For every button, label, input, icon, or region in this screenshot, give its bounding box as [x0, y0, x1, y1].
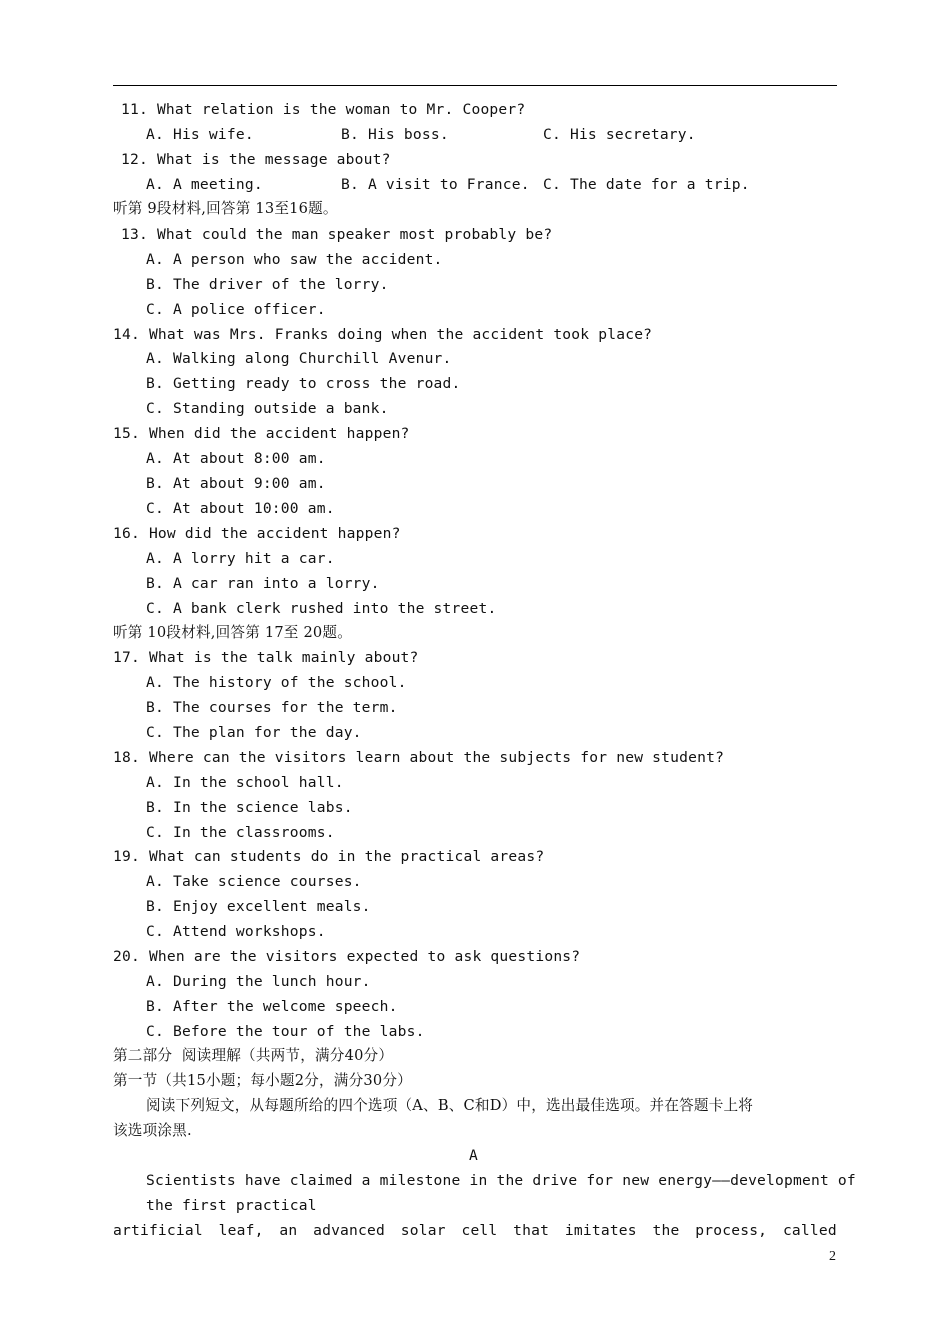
passage-word: solar: [400, 1222, 446, 1239]
question-12-stem: 12. What is the message about?: [121, 151, 391, 168]
question-18-option-b: B. In the science labs.: [146, 799, 353, 816]
question-16-stem: 16. How did the accident happen?: [113, 525, 401, 542]
passage-word: cell: [461, 1222, 498, 1239]
question-13-option-c: C. A police officer.: [146, 301, 326, 318]
question-14-option-c: C. Standing outside a bank.: [146, 400, 389, 417]
question-20-option-b: B. After the welcome speech.: [146, 998, 398, 1015]
passage-word: imitates: [564, 1222, 637, 1239]
question-11-option-b: B. His boss.: [341, 126, 449, 143]
passage-word: called: [782, 1222, 837, 1239]
question-19-option-c: C. Attend workshops.: [146, 923, 326, 940]
question-15-option-b: B. At about 9:00 am.: [146, 475, 326, 492]
question-17-option-a: A. The history of the school.: [146, 674, 407, 691]
question-19-option-a: A. Take science courses.: [146, 873, 362, 890]
passage-line-3: [113, 1222, 837, 1240]
question-20-stem: 20. When are the visitors expected to ask questions?: [113, 948, 581, 965]
question-12-option-a: A. A meeting.: [146, 176, 263, 193]
question-16-option-a: A. A lorry hit a car.: [146, 550, 335, 567]
question-13-option-b: B. The driver of the lorry.: [146, 276, 389, 293]
question-14-stem: 14. What was Mrs. Franks doing when the accident took place?: [113, 326, 653, 343]
question-13-stem: 13. What could the man speaker most probably be?: [121, 226, 553, 243]
question-14-option-b: B. Getting ready to cross the road.: [146, 375, 461, 392]
passage-word: that: [513, 1222, 550, 1239]
question-15-option-a: A. At about 8:00 am.: [146, 450, 326, 467]
passage-line-2: the first practical: [146, 1197, 317, 1214]
passage-word: artificial: [113, 1222, 203, 1239]
question-14-option-a: A. Walking along Churchill Avenur.: [146, 350, 452, 367]
question-12-option-b: B. A visit to France.: [341, 176, 530, 193]
question-17-stem: 17. What is the talk mainly about?: [113, 649, 419, 666]
section-9-instruction: 听第 9段材料,回答第 13至16题。: [113, 200, 338, 217]
page-number: 2: [829, 1249, 836, 1264]
passage-label: A: [469, 1147, 478, 1164]
passage-word: an: [279, 1222, 298, 1239]
question-16-option-b: B. A car ran into a lorry.: [146, 575, 380, 592]
question-17-option-c: C. The plan for the day.: [146, 724, 362, 741]
question-19-stem: 19. What can students do in the practical areas?: [113, 848, 545, 865]
question-18-option-a: A. In the school hall.: [146, 774, 344, 791]
section-10-instruction: 听第 10段材料,回答第 17至 20题。: [113, 624, 352, 641]
question-12-option-c: C. The date for a trip.: [543, 176, 750, 193]
passage-word: process,: [695, 1222, 768, 1239]
question-13-option-a: A. A person who saw the accident.: [146, 251, 443, 268]
passage-word: the: [652, 1222, 680, 1239]
question-15-option-c: C. At about 10:00 am.: [146, 500, 335, 517]
question-11-option-a: A. His wife.: [146, 126, 254, 143]
question-18-option-c: C. In the classrooms.: [146, 824, 335, 841]
question-19-option-b: B. Enjoy excellent meals.: [146, 898, 371, 915]
question-15-stem: 15. When did the accident happen?: [113, 425, 410, 442]
passage-word: leaf,: [218, 1222, 264, 1239]
question-20-option-a: A. During the lunch hour.: [146, 973, 371, 990]
instruction-line-2: 该选项涂黑.: [113, 1122, 192, 1139]
question-18-stem: 18. Where can the visitors learn about the subjects for new student?: [113, 749, 725, 766]
instruction-line-1: 阅读下列短文，从每题所给的四个选项（A、B、C和D）中，选出最佳选项。并在答题卡上将: [146, 1097, 754, 1114]
section-1-title: 第一节（共15小题；每小题2分，满分30分）: [113, 1072, 412, 1089]
part-2-title: 第二部分 阅读理解（共两节，满分40分）: [113, 1047, 394, 1064]
question-11-stem: 11. What relation is the woman to Mr. Cooper?: [121, 101, 526, 118]
passage-word: advanced: [313, 1222, 385, 1239]
passage-line-1: Scientists have claimed a milestone in the drive for new energy——development of: [146, 1172, 856, 1189]
question-20-option-c: C. Before the tour of the labs.: [146, 1023, 425, 1040]
question-11-option-c: C. His secretary.: [543, 126, 696, 143]
question-17-option-b: B. The courses for the term.: [146, 699, 398, 716]
question-16-option-c: C. A bank clerk rushed into the street.: [146, 600, 497, 617]
header-rule: [113, 85, 837, 86]
